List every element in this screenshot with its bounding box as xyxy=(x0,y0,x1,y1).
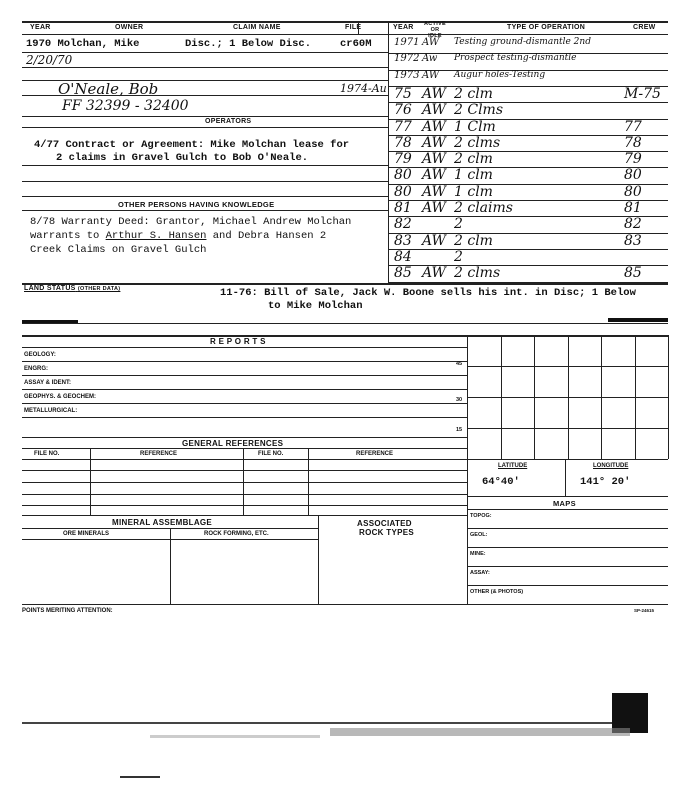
ref-col-div-3 xyxy=(308,448,309,515)
reports-row-label: GEOLOGY: xyxy=(24,352,56,358)
operation-crew: 77 xyxy=(624,118,642,135)
header-claim-name: CLAIM NAME xyxy=(233,24,281,31)
mineral-col-div xyxy=(170,528,171,604)
year2-handwritten: 1974-Au xyxy=(340,82,387,95)
form-number: SP-24615 xyxy=(634,608,655,613)
owner-line-rule-4 xyxy=(22,95,388,96)
operators-top-rule xyxy=(22,116,388,117)
ref-col-reference-1: REFERENCE xyxy=(140,451,178,457)
file-value: cr60M xyxy=(340,38,372,50)
coords-divider xyxy=(565,459,566,496)
operation-crew: 79 xyxy=(624,151,642,168)
operation-status: AW xyxy=(422,151,446,168)
maps-title-rule xyxy=(467,509,668,510)
operation-crew: 80 xyxy=(624,183,642,200)
knowledge-line1: 8/78 Warranty Deed: Grantor, Michael Andrew Molchan xyxy=(30,216,352,228)
latitude-label: LATITUDE xyxy=(498,463,528,469)
ref-row-rule-4 xyxy=(22,505,467,506)
maps-row-rule xyxy=(467,566,668,567)
operation-year: 83 xyxy=(394,232,412,249)
operation-row xyxy=(388,151,668,167)
latitude-value: 64°40' xyxy=(482,476,520,488)
operation-row xyxy=(388,102,668,118)
operation-type: 2 clm xyxy=(454,232,493,249)
operation-year: 80 xyxy=(394,183,412,200)
header-crew: CREW xyxy=(633,24,656,31)
mineral-title: MINERAL ASSEMBLAGE xyxy=(112,518,213,527)
mineral-top-rule xyxy=(22,515,467,516)
grid-col-line xyxy=(668,335,669,459)
scan-smear xyxy=(330,728,630,736)
operation-row xyxy=(388,249,668,265)
operation-year: 79 xyxy=(394,151,412,168)
operation-type: Testing ground-dismantle 2nd xyxy=(454,37,591,47)
header-active-idle: ACTIVE OR IDLE xyxy=(424,21,446,39)
reports-row-rule xyxy=(22,375,467,376)
ref-row-rule-3 xyxy=(22,494,467,495)
longitude-value: 141° 20' xyxy=(580,476,631,488)
operation-row xyxy=(388,119,668,135)
ref-row-rule-1 xyxy=(22,470,467,471)
reports-row-rule xyxy=(22,361,467,362)
maps-row-label: ASSAY: xyxy=(470,570,490,576)
maps-row-label: TOPOG: xyxy=(470,513,492,519)
maps-row-label: OTHER (& PHOTOS) xyxy=(470,589,524,595)
general-refs-title: GENERAL REFERENCES xyxy=(182,439,284,448)
operation-type: 1 clm xyxy=(454,167,493,184)
reports-title: R E P O R T S xyxy=(210,337,266,346)
knowledge-line3: Creek Claims on Gravel Gulch xyxy=(30,244,207,256)
operation-year: 1972 xyxy=(394,53,420,65)
claim-name-value: Disc.; 1 Below Disc. xyxy=(185,38,312,50)
general-refs-top-rule xyxy=(22,437,467,438)
assoc-col-div xyxy=(318,515,319,604)
operation-row xyxy=(388,233,668,249)
knowledge-line2-name: Arthur S. Hansen xyxy=(105,230,207,242)
operators-title-rule xyxy=(22,127,388,128)
operation-row xyxy=(388,53,668,69)
operation-status: AW xyxy=(422,232,446,249)
operation-status: AW xyxy=(422,102,446,119)
ref-col-div-2 xyxy=(243,448,244,515)
maps-row-label: MINE: xyxy=(470,551,486,557)
mineral-bottom-rule xyxy=(22,604,668,605)
operation-crew: 78 xyxy=(624,134,642,151)
maps-row-rule xyxy=(467,585,668,586)
reports-row-rule xyxy=(22,403,467,404)
ref-col-file-no-2: FILE NO. xyxy=(258,451,284,457)
operation-row xyxy=(388,37,668,53)
scan-blot xyxy=(612,693,648,733)
ff-handwritten: FF 32399 - 32400 xyxy=(62,98,189,114)
operation-status: AW xyxy=(422,167,446,184)
owner-line-rule-2 xyxy=(22,67,388,68)
operation-crew: 81 xyxy=(624,200,642,216)
grid-row-line xyxy=(467,397,668,398)
operation-row xyxy=(388,200,668,216)
operators-line2: 2 claims in Gravel Gulch to Bob O'Neale. xyxy=(56,152,309,164)
reports-num-15: 15 xyxy=(456,427,463,433)
operation-type: 2 clm xyxy=(454,151,493,168)
land-status-label xyxy=(24,285,120,292)
reports-num-30: 30 xyxy=(456,397,463,403)
operation-type: 2 claims xyxy=(454,200,513,216)
operation-row xyxy=(388,86,668,102)
ref-header-rule xyxy=(22,459,467,460)
owner-line-rule xyxy=(22,52,388,53)
grid-row-line xyxy=(467,428,668,429)
operation-year: 85 xyxy=(394,265,412,282)
operation-row xyxy=(388,70,668,86)
top-border xyxy=(22,21,668,23)
operation-status: AW xyxy=(422,69,440,81)
operation-type: 2 clms xyxy=(454,134,501,151)
knowledge-title-rule xyxy=(22,210,388,211)
maps-row-label: GEOL: xyxy=(470,532,488,538)
points-meriting-attention: POINTS MERITING ATTENTION: xyxy=(22,608,113,614)
operation-crew: 80 xyxy=(624,167,642,184)
land-status-label-text: LAND STATUS xyxy=(24,285,76,292)
operation-type: 2 Clms xyxy=(454,102,504,119)
operation-crew: M-75 xyxy=(624,85,661,102)
operation-status: AW xyxy=(422,85,446,102)
header-type-of-operation: TYPE OF OPERATION xyxy=(507,24,586,31)
maps-row-rule xyxy=(467,547,668,548)
ore-minerals-label: ORE MINERALS xyxy=(63,531,110,537)
operation-status: AW xyxy=(422,134,446,151)
scan-mark xyxy=(120,776,160,778)
scan-smear-2 xyxy=(150,735,320,738)
assoc-title-1: ASSOCIATED xyxy=(357,519,412,528)
operation-status: AW xyxy=(422,183,446,200)
operators-rule-3 xyxy=(22,181,388,182)
operation-status: Aw xyxy=(422,53,438,65)
reports-row-label: ENGRG: xyxy=(24,366,48,372)
land-status-line2: to Mike Molchan xyxy=(268,300,363,312)
operation-year: 81 xyxy=(394,200,412,216)
maps-row-rule xyxy=(467,528,668,529)
operators-rule-4 xyxy=(22,196,388,197)
land-status-line1: 11-76: Bill of Sale, Jack W. Boone sells his int. in Disc; 1 Below xyxy=(220,287,636,299)
header-file: FILE xyxy=(345,24,362,31)
scan-line xyxy=(22,722,622,724)
operation-type: Prospect testing-dismantle xyxy=(454,53,577,64)
reports-row-label: GEOPHYS. & GEOCHEM: xyxy=(24,394,97,400)
operation-year: 75 xyxy=(394,85,412,102)
operation-type: 1 clm xyxy=(454,183,493,200)
knowledge-line2 xyxy=(30,230,326,242)
operation-year: 78 xyxy=(394,134,412,151)
operation-status: AW xyxy=(422,37,440,48)
coords-bottom-rule xyxy=(467,496,668,497)
operation-crew: 82 xyxy=(624,216,642,233)
operation-year: 82 xyxy=(394,216,412,233)
reports-row-label: ASSAY & IDENT: xyxy=(24,380,72,386)
operation-status: AW xyxy=(422,265,446,282)
reports-row-label: METALLURGICAL: xyxy=(24,408,78,414)
longitude-label: LONGITUDE xyxy=(593,463,629,469)
operation-crew: 83 xyxy=(624,232,642,249)
operation-year: 76 xyxy=(394,102,412,119)
operation-row xyxy=(388,167,668,183)
operation-crew: 85 xyxy=(624,265,642,282)
header-year2: YEAR xyxy=(393,24,414,31)
header-owner: OWNER xyxy=(115,24,144,31)
operation-row xyxy=(388,216,668,232)
reports-title-rule xyxy=(22,347,467,348)
knowledge-title: OTHER PERSONS HAVING KNOWLEDGE xyxy=(118,200,275,209)
reports-row-rule xyxy=(22,389,467,390)
rock-forming-label: ROCK FORMING, ETC. xyxy=(204,531,269,537)
reports-top-rule xyxy=(22,335,668,337)
owner2-handwritten: O'Neale, Bob xyxy=(58,80,159,98)
operation-year: 77 xyxy=(394,118,412,135)
coords-top-rule xyxy=(467,459,668,460)
operation-type: 2 clms xyxy=(454,265,501,282)
date-handwritten: 2/20/70 xyxy=(26,53,73,67)
operation-row xyxy=(388,135,668,151)
header-year: YEAR xyxy=(30,24,51,31)
knowledge-line2-post: and Debra Hansen 2 xyxy=(206,230,327,242)
ref-col-div-1 xyxy=(90,448,91,515)
operation-year: 1973 xyxy=(394,69,420,81)
general-refs-title-rule xyxy=(22,448,467,449)
operation-type: Augur holes-Testing xyxy=(454,69,546,80)
land-status-sub: (OTHER DATA) xyxy=(77,286,121,292)
file-col-divider xyxy=(358,21,359,34)
grid-row-line xyxy=(467,366,668,367)
ref-col-file-no-1: FILE NO. xyxy=(34,451,60,457)
scan-bar-right xyxy=(608,318,668,322)
owner-line: 1970 Molchan, Mike xyxy=(26,38,140,50)
header-bottom-border xyxy=(22,34,668,35)
operation-type: 2 xyxy=(454,248,463,265)
operation-type: 2 xyxy=(454,216,463,233)
operation-year: 80 xyxy=(394,167,412,184)
operation-type: 2 clm xyxy=(454,85,493,102)
land-status-bottom-rule xyxy=(22,323,668,324)
maps-left-border xyxy=(467,496,468,604)
operation-status: AW xyxy=(422,200,446,216)
operation-type: 1 Clm xyxy=(454,118,496,135)
maps-title: MAPS xyxy=(553,499,576,508)
ref-col-reference-2: REFERENCE xyxy=(356,451,394,457)
assoc-title-2: ROCK TYPES xyxy=(359,528,415,537)
operation-row xyxy=(388,184,668,200)
operation-row xyxy=(388,265,668,281)
reports-row-rule xyxy=(22,417,467,418)
operation-year: 1971 xyxy=(394,37,420,48)
operators-title: OPERATORS xyxy=(205,118,252,125)
reports-num-45: 45 xyxy=(456,361,463,367)
operators-line1: 4/77 Contract or Agreement: Mike Molchan lease for xyxy=(34,139,350,151)
operation-year: 84 xyxy=(394,248,412,265)
knowledge-line2-pre: warrants to xyxy=(30,230,106,242)
operation-status: AW xyxy=(422,118,446,135)
ref-row-rule-2 xyxy=(22,482,467,483)
operators-rule-2 xyxy=(22,165,388,166)
